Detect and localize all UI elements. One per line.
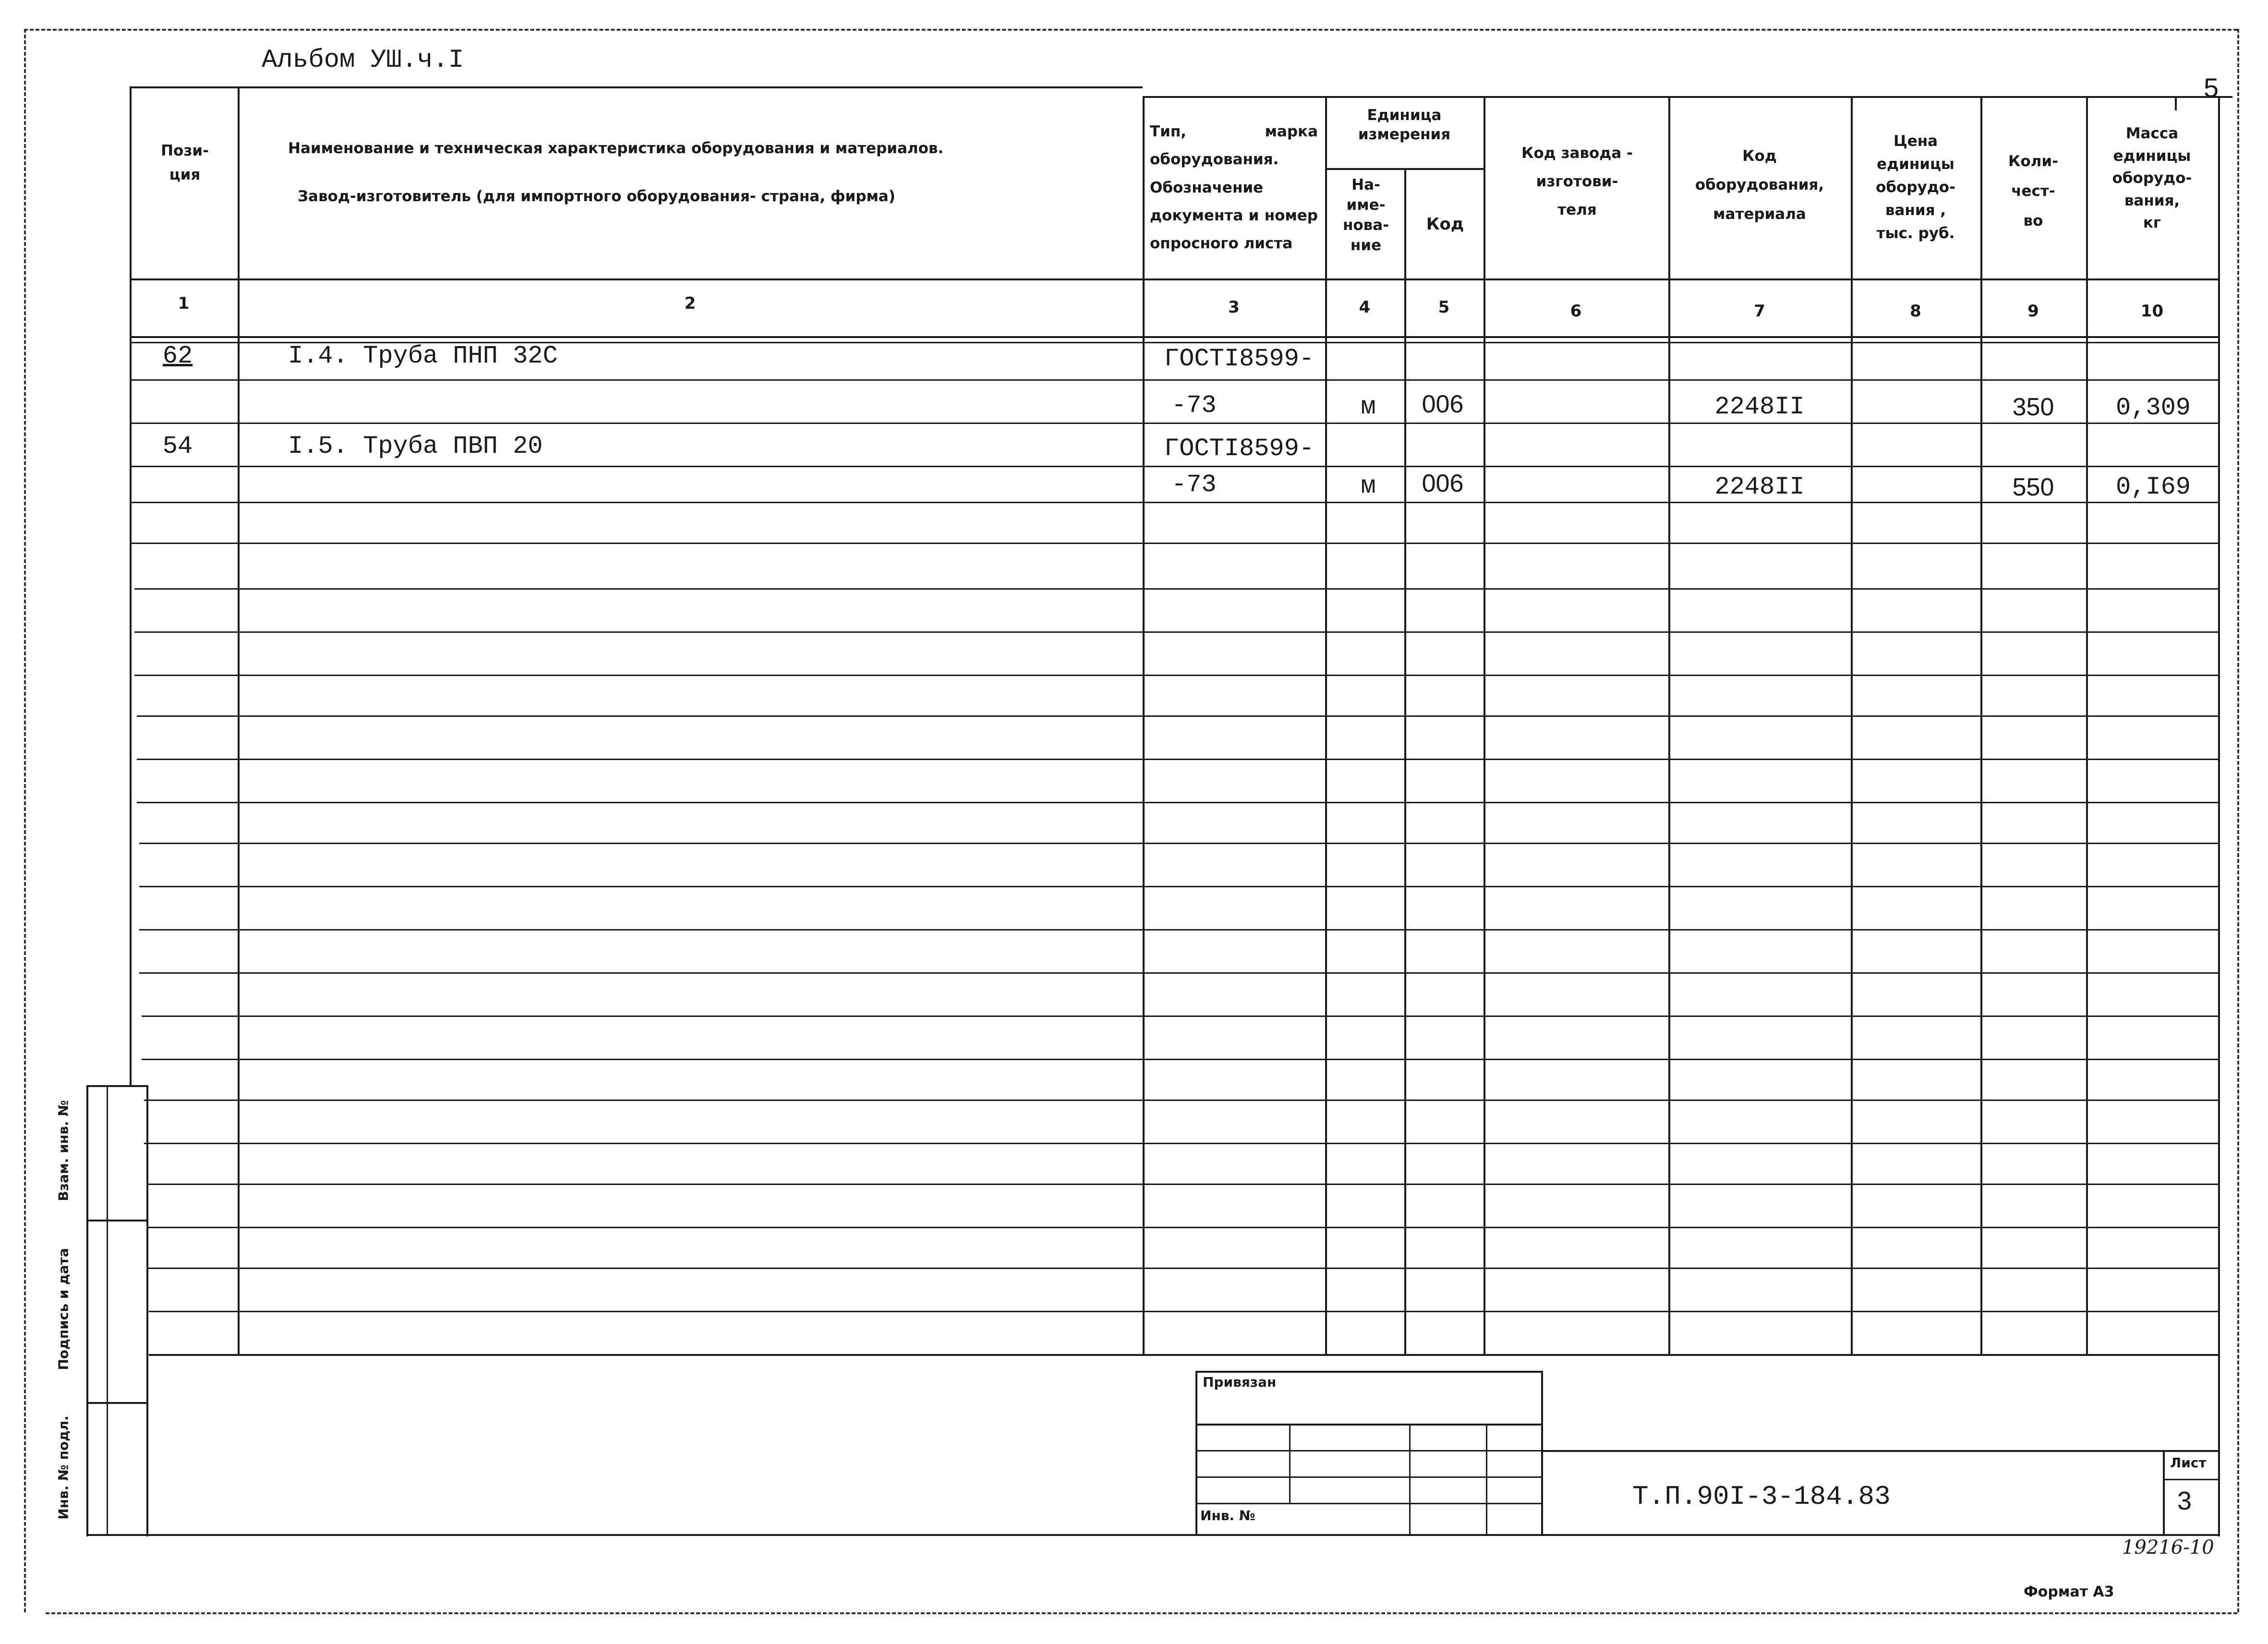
sheet-number: 3 bbox=[2177, 1487, 2192, 1515]
album-title: Альбом УШ.ч.I bbox=[262, 46, 464, 75]
outer-bottom-border bbox=[46, 1612, 2237, 1614]
header-name-line1: Наименование и техническая характеристика оборудования и материалов. bbox=[288, 140, 944, 157]
row-line bbox=[130, 466, 2218, 467]
privyazan-right bbox=[1541, 1371, 1543, 1534]
column-number: 1 bbox=[178, 294, 190, 313]
header-type: Тип, марка оборудования. Обозначение документа и номер опросного листа bbox=[1150, 123, 1318, 253]
item-name: I.4. Труба ПНП 32С bbox=[288, 342, 558, 370]
column-number: 9 bbox=[2027, 302, 2039, 321]
col-line-9 bbox=[2086, 96, 2088, 1354]
row-line bbox=[137, 715, 2218, 717]
column-number: 2 bbox=[684, 294, 696, 313]
col-line-7 bbox=[1851, 96, 1853, 1354]
title-block-bottom bbox=[146, 1534, 2218, 1536]
privyazan-col bbox=[1486, 1424, 1487, 1534]
row-line bbox=[142, 1015, 2218, 1017]
item-unit: м bbox=[1361, 472, 1376, 500]
row-line bbox=[144, 1100, 2218, 1101]
privyazan-label: Привязан bbox=[1203, 1374, 1277, 1390]
privyazan-top bbox=[1195, 1371, 1541, 1373]
row-line bbox=[130, 379, 2218, 381]
row-line bbox=[134, 588, 2218, 590]
col-line-3 bbox=[1325, 96, 1327, 1354]
stamp-line bbox=[86, 1085, 146, 1087]
item-position: 62 bbox=[162, 342, 193, 370]
header-material-code: Код оборудования, материала bbox=[1695, 147, 1824, 223]
row-line bbox=[146, 1227, 2218, 1228]
table-top-right bbox=[1143, 96, 2218, 98]
header-unit-code: Код bbox=[1426, 215, 1464, 234]
item-material-code: 2248II bbox=[1714, 473, 1805, 501]
privyazan-line bbox=[1195, 1450, 1541, 1451]
col-line-2 bbox=[1143, 96, 1145, 1354]
item-doc-line2: -73 bbox=[1171, 391, 1217, 420]
privyazan-line bbox=[1195, 1424, 1541, 1426]
column-number: 4 bbox=[1359, 298, 1371, 317]
row-line bbox=[142, 1059, 2218, 1060]
column-number: 6 bbox=[1570, 302, 1582, 321]
col-line-1 bbox=[238, 86, 240, 1354]
item-unit-code: 006 bbox=[1422, 470, 1464, 497]
item-mass: 0,309 bbox=[2115, 394, 2191, 422]
item-doc-line1: ГОСТI8599- bbox=[1164, 435, 1315, 463]
col-line-8 bbox=[1980, 96, 1982, 1354]
item-name: I.5. Труба ПВП 20 bbox=[288, 432, 543, 460]
column-number: 5 bbox=[1438, 298, 1450, 317]
item-material-code: 2248II bbox=[1714, 393, 1805, 421]
row-line bbox=[137, 759, 2218, 760]
col-line-right bbox=[2218, 96, 2220, 1536]
stamp-inv: Инв. № подл. bbox=[55, 1415, 72, 1520]
col-line-left bbox=[130, 86, 132, 1085]
header-bottom-line bbox=[130, 278, 2218, 280]
outer-right-border bbox=[2237, 29, 2239, 1612]
header-name-line2: Завод-изготовитель (для импортного оборудования- страна, фирма) bbox=[298, 188, 895, 205]
doc-code: Т.П.90I-3-184.83 bbox=[1632, 1481, 1891, 1512]
item-unit: м bbox=[1361, 393, 1376, 421]
header-factory-code: Код завода - изготови- теля bbox=[1521, 145, 1633, 218]
sheet-box-left bbox=[2163, 1450, 2165, 1534]
format-label: Формат А3 bbox=[2024, 1584, 2114, 1600]
col-line-6 bbox=[1668, 96, 1670, 1354]
table-top-left bbox=[130, 86, 1143, 88]
header-price: Цена единицы оборудо- вания , тыс. руб. bbox=[1876, 133, 1955, 242]
privyazan-line bbox=[1195, 1476, 1541, 1478]
stamp-line bbox=[86, 1402, 146, 1404]
header-quantity: Коли- чест- во bbox=[2008, 153, 2058, 230]
item-unit-code: 006 bbox=[1422, 390, 1464, 418]
row-line bbox=[137, 802, 2218, 803]
privyazan-col bbox=[1409, 1424, 1411, 1534]
col-line-left-lower bbox=[146, 1085, 148, 1536]
row-line bbox=[149, 1311, 2218, 1312]
header-mass: Масса единицы оборудо- вания, кг bbox=[2112, 125, 2192, 231]
col-line-5 bbox=[1484, 96, 1485, 1354]
row-line bbox=[146, 1268, 2218, 1269]
stamp-podpis: Подпись и дата bbox=[55, 1248, 72, 1370]
header-unit-group: Единица измерения bbox=[1358, 107, 1451, 144]
table-bottom-line bbox=[149, 1354, 2218, 1356]
header-position: Пози- ция bbox=[161, 142, 209, 183]
privyazan-left bbox=[1195, 1371, 1197, 1534]
row-line bbox=[134, 631, 2218, 633]
row-line bbox=[146, 1184, 2218, 1185]
privyazan-col bbox=[1289, 1424, 1291, 1503]
outer-top-border bbox=[24, 29, 2237, 31]
header-unit-name: На- име- нова- ние bbox=[1342, 176, 1389, 254]
item-mass: 0,I69 bbox=[2115, 473, 2191, 501]
row-line bbox=[130, 543, 2218, 544]
stamp-line bbox=[86, 1220, 146, 1221]
item-position: 54 bbox=[162, 432, 193, 460]
stamp-vzam: Взам. инв. № bbox=[55, 1100, 72, 1201]
column-number: 10 bbox=[2140, 302, 2164, 321]
row-line bbox=[139, 886, 2218, 887]
stamp-outer-left bbox=[86, 1085, 88, 1536]
sheet-box-line bbox=[2163, 1479, 2218, 1480]
item-doc-line1: ГОСТI8599- bbox=[1164, 345, 1315, 373]
doc-code-top bbox=[1541, 1450, 2218, 1452]
inv-no-label: Инв. № bbox=[1200, 1508, 1255, 1523]
numbers-bottom-line bbox=[130, 336, 2218, 338]
column-number: 3 bbox=[1228, 298, 1240, 317]
col-line-4 bbox=[1404, 168, 1406, 1354]
row-line bbox=[130, 423, 2218, 424]
item-quantity: 550 bbox=[2012, 473, 2054, 501]
stamp-inner-line bbox=[107, 1085, 108, 1534]
column-number: 8 bbox=[1910, 302, 1921, 321]
row-line bbox=[144, 1143, 2218, 1144]
page-number-box-left bbox=[2175, 96, 2177, 110]
sheet-label: Лист bbox=[2170, 1455, 2207, 1471]
privyazan-line bbox=[1195, 1503, 1541, 1504]
stamp-line bbox=[86, 1534, 146, 1536]
outer-left-border bbox=[24, 29, 26, 1612]
page-number: 5 bbox=[2204, 73, 2219, 103]
row-line bbox=[130, 502, 2218, 503]
row-line bbox=[139, 972, 2218, 974]
row-line bbox=[139, 843, 2218, 844]
row-line bbox=[139, 929, 2218, 931]
row-line bbox=[134, 675, 2218, 676]
item-doc-line2: -73 bbox=[1171, 471, 1217, 499]
column-number: 7 bbox=[1754, 302, 1765, 321]
item-quantity: 350 bbox=[2012, 393, 2054, 421]
archive-number: 19216-10 bbox=[2122, 1536, 2214, 1559]
